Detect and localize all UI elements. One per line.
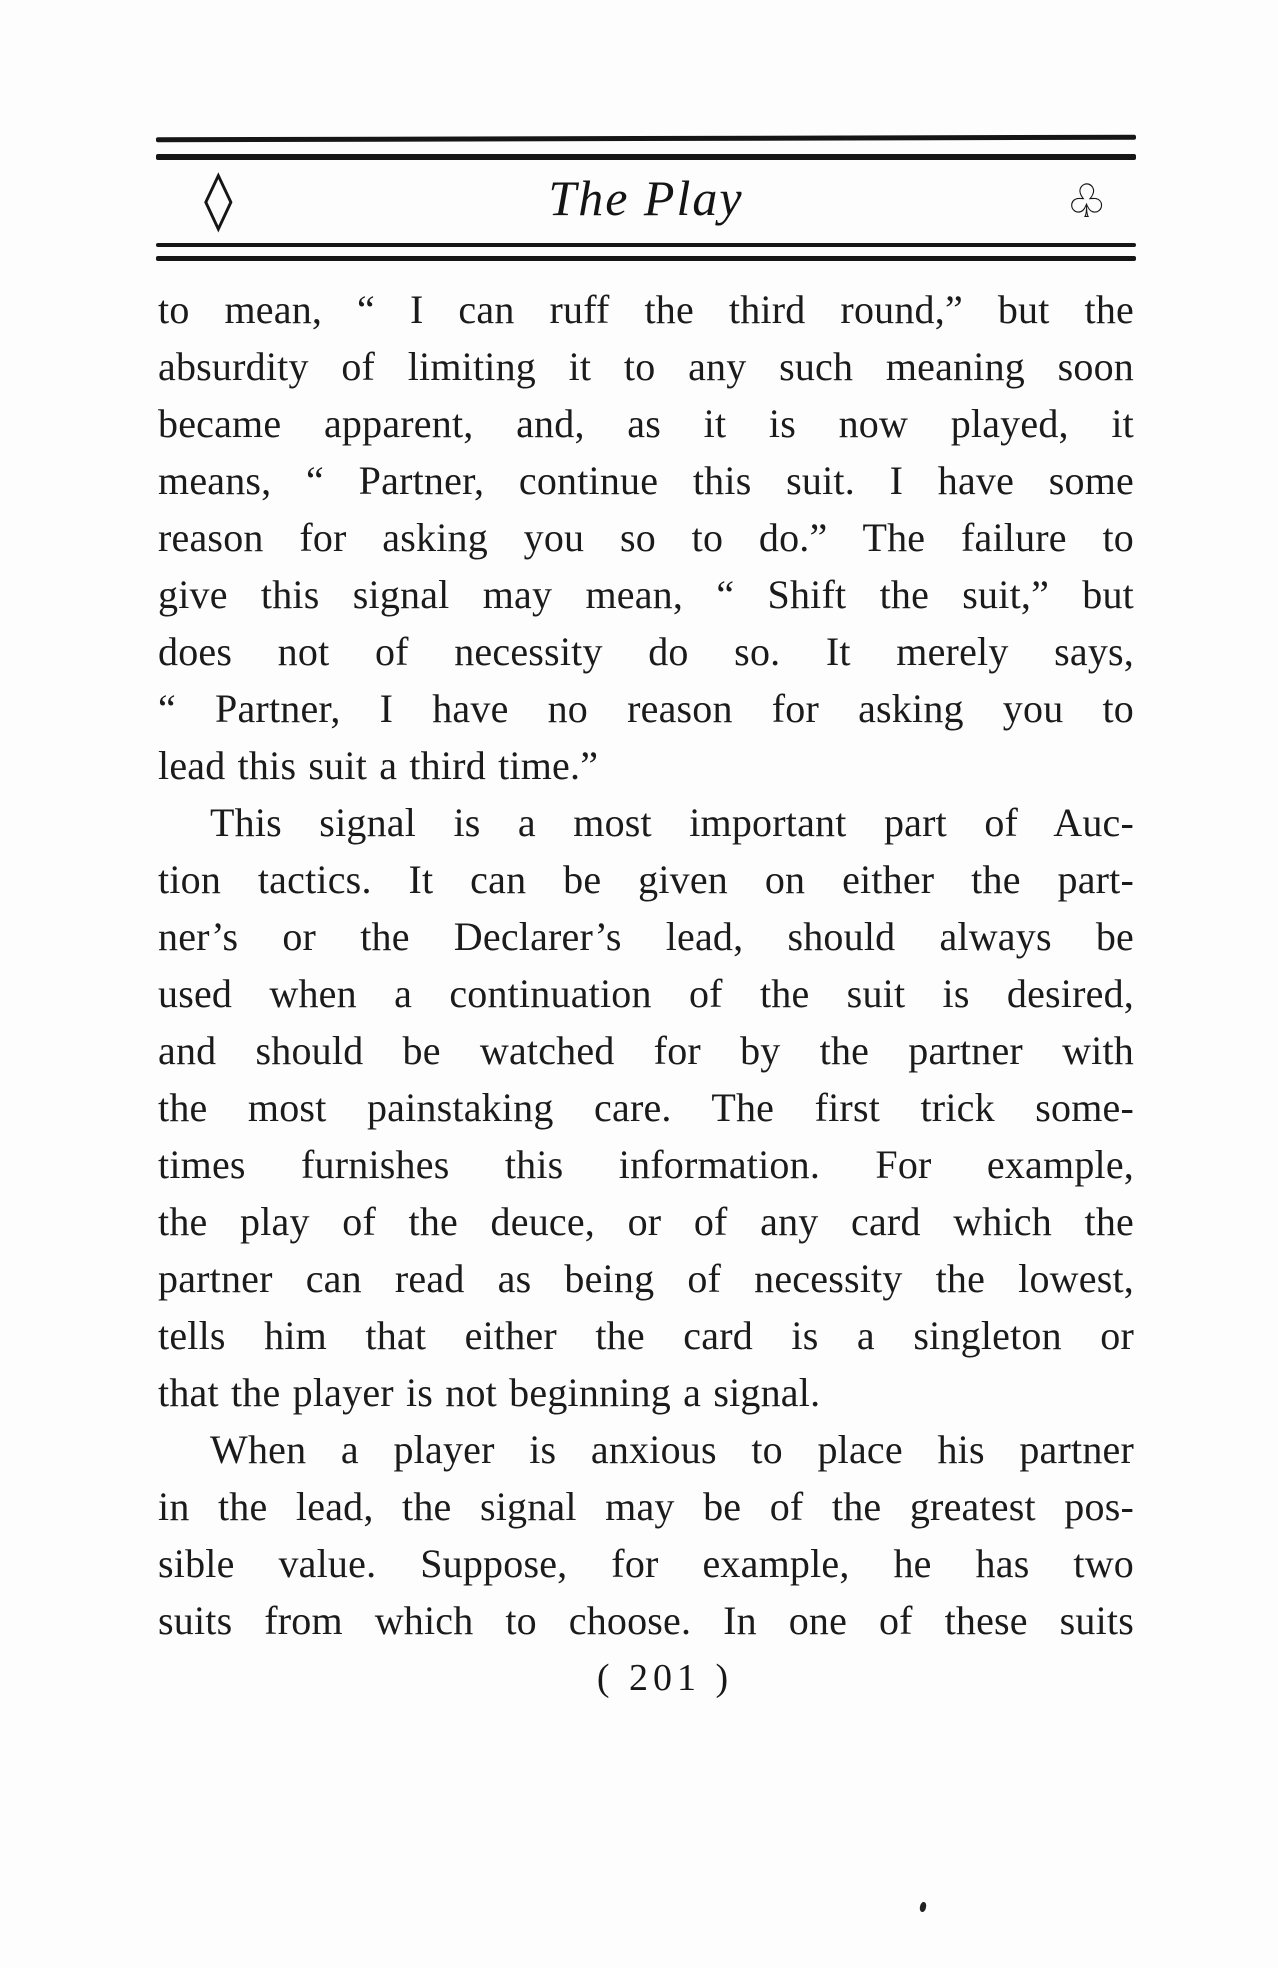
text-line: ner’s or the Declarer’s lead, should always be [158,914,1134,959]
text-line: the most painstaking care. The first trick some- [158,1085,1134,1130]
text-line: times furnishes this information. For example, [158,1142,1134,1187]
diamond-suit-icon: ◊ [204,165,233,233]
text-line: sible value. Suppose, for example, he has two [158,1541,1134,1586]
text-line: in the lead, the signal may be of the greatest pos- [158,1484,1134,1529]
text-line: reason for asking you so to do.” The failure to [158,515,1134,560]
header-bottom-rule-lower [156,256,1136,261]
ink-speck-artifact [919,1901,927,1912]
text-line: tells him that either the card is a singleton or [158,1313,1134,1358]
header-bottom-rule-upper [156,243,1136,247]
text-line: to mean, “ I can ruff the third round,” but the [158,287,1134,332]
text-line: and should be watched for by the partner with [158,1028,1134,1073]
page-number: ( 201 ) [596,1657,734,1699]
header-top-rule-upper [156,135,1136,143]
text-line: used when a continuation of the suit is desired, [158,971,1134,1016]
club-suit-icon: ♧ [1066,174,1108,228]
text-line: means, “ Partner, continue this suit. I have some [158,458,1134,503]
text-line: does not of necessity do so. It merely says, [158,629,1134,674]
text-line: absurdity of limiting it to any such meaning soon [158,344,1134,389]
text-line: became apparent, and, as it is now played, it [158,401,1134,446]
text-line: give this signal may mean, “ Shift the suit,” but [158,572,1134,617]
text-line: This signal is a most important part of Auc- [210,800,1134,845]
text-line: “ Partner, I have no reason for asking you to [158,686,1134,731]
text-line: lead this suit a third time.” [158,743,599,788]
text-line: that the player is not beginning a signal. [158,1370,821,1415]
text-line: the play of the deuce, or of any card which the [158,1199,1134,1244]
text-line: suits from which to choose. In one of these suits [158,1598,1134,1643]
text-line: partner can read as being of necessity the lowest, [158,1256,1134,1301]
text-line: tion tactics. It can be given on either the part- [158,857,1134,902]
page-title: The Play [548,170,744,226]
page-body [158,281,1134,1649]
text-line: When a player is anxious to place his partner [210,1427,1134,1472]
